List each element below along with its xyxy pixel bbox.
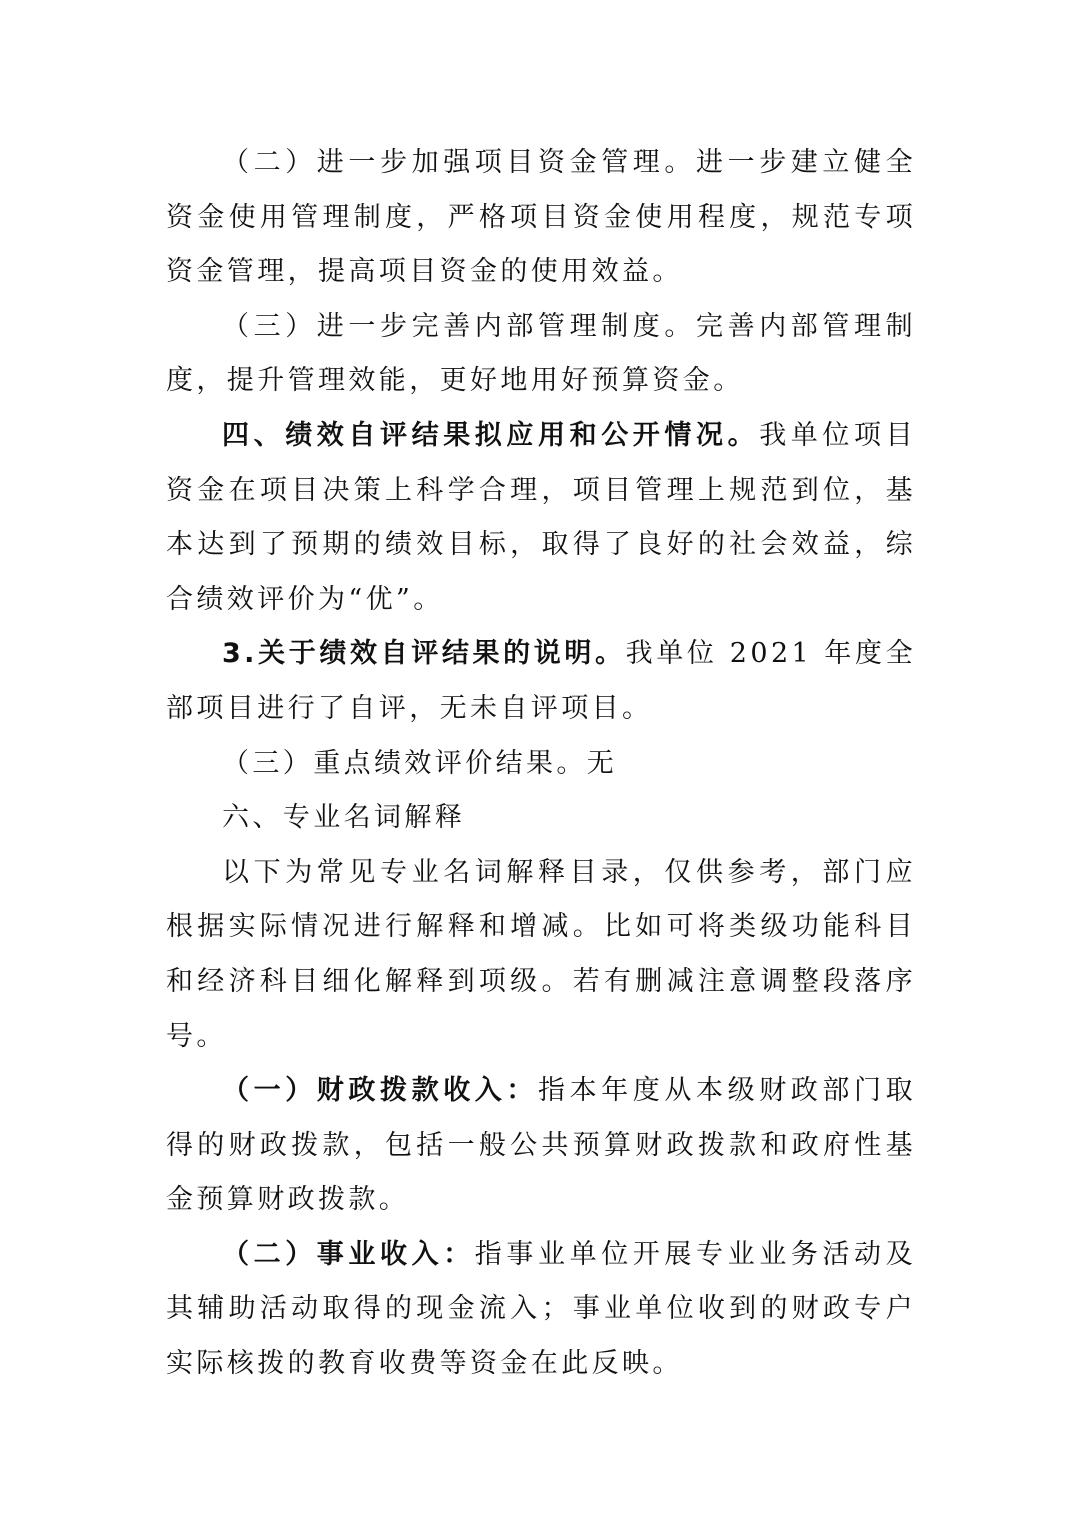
document-page [166,136,916,1392]
paragraph-self-evaluation-explanation [166,627,916,736]
paragraph-text: 我单位项目资金在项目决策上科学合理，项目管理上规范到位，基本达到了预期的绩效目标，取得了良好的社会效益，综合绩效评价为“优”。 [166,419,917,615]
paragraph-self-evaluation-application [166,409,916,627]
paragraph-text: 我单位 2021 年度全部项目进行了自评，无未自评项目。 [166,638,916,724]
paragraph-project-fund-management [166,136,916,300]
paragraph-key-evaluation-result [166,737,916,792]
paragraph-fiscal-appropriation [166,1064,916,1228]
term-label: （一）财政拨款收入： [222,1075,538,1107]
paragraph-text: 指本年度从本级财政部门取得的财政拨款，包括一般公共预算财政拨款和政府性基金预算财政拨款。 [166,1075,916,1216]
paragraph-internal-management [166,300,916,409]
paragraph-text: 指事业单位开展专业业务活动及其辅助活动取得的现金流入；事业单位收到的财政专户实际核拨的教育收费等资金在此反映。 [166,1238,916,1380]
term-label: （二）事业收入： [222,1238,475,1270]
heading-text: 六、专业名词解释 [222,802,466,834]
section-heading: 3.关于绩效自评结果的说明。 [222,638,626,670]
section-heading: 四、绩效自评结果拟应用和公开情况。 [222,419,760,451]
paragraph-text: （三）重点绩效评价结果。无 [222,747,618,779]
paragraph-business-income [166,1228,916,1392]
paragraph-terms-intro [166,846,916,1064]
paragraph-text: 以下为常见专业名词解释目录，仅供参考，部门应根据实际情况进行解释和增减。比如可将类级功能科目和经济科目细化解释到项级。若有删减注意调整段落序号。 [166,856,916,1052]
section-heading-terms [166,791,916,846]
paragraph-text: （二）进一步加强项目资金管理。进一步建立健全资金使用管理制度，严格项目资金使用程度，规范专项资金管理，提高项目资金的使用效益。 [166,147,916,288]
paragraph-text: （三）进一步完善内部管理制度。完善内部管理制度，提升管理效能，更好地用好预算资金。 [166,310,916,397]
